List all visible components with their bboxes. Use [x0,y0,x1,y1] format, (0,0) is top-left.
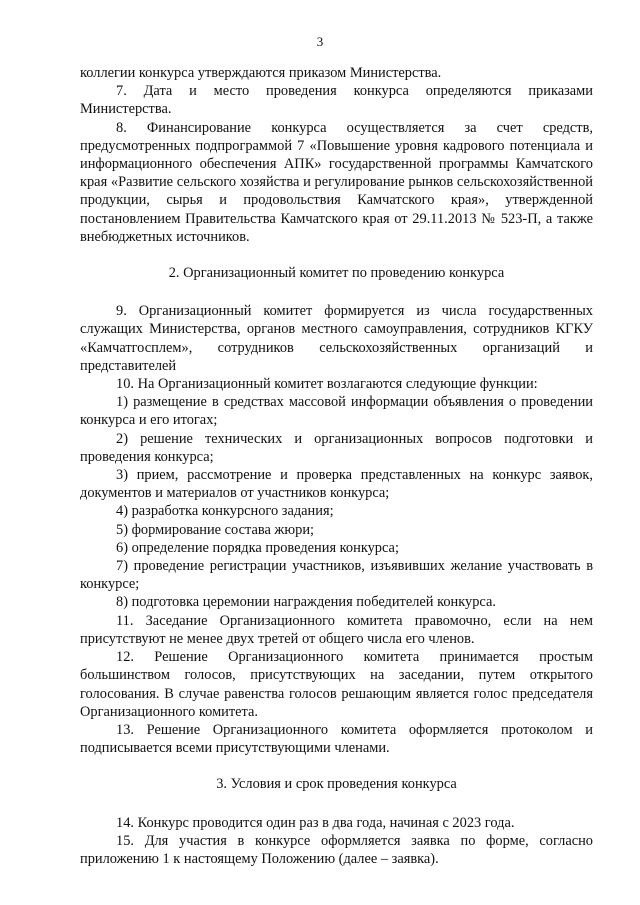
list-item-7: 7) проведение регистрации участников, изъявивших желание участвовать в конкурсе; [80,558,593,593]
paragraph-7: 7. Дата и место проведения конкурса определяются приказами Министерства. [80,83,593,118]
list-item-5: 5) формирование состава жюри; [116,521,315,538]
section-2-heading: 2. Организационный комитет по проведению конкурса [168,265,505,282]
section-3-heading: 3. Условия и срок проведения конкурса [216,776,457,793]
paragraph-15: 15. Для участия в конкурсе оформляется заявка по форме, согласно приложению 1 к настоящему Положению (далее – заявка). [80,832,593,867]
paragraph-9: 9. Организационный комитет формируется из числа государственных служащих Министерства, органов местного самоуправления, сотрудников КГКУ «Камчатгосплем», сотрудников сельскохозяйственных организаций и представителей [80,303,593,374]
paragraph-continuation: коллегии конкурса утверждаются приказом Министерства. [80,65,442,81]
paragraph-10: 10. На Организационный комитет возлагаются следующие функции: [116,376,538,393]
list-item-1: 1) размещение в средствах массовой информации объявления о проведении конкурса и его итогах; [80,394,593,429]
paragraph-12: 12. Решение Организационного комитета принимается простым большинством голосов, присутствующих на заседании, путем открытого голосования. В случае равенства голосов решающим является голос председателя Организационного комитета. [80,649,593,720]
document-body [80,64,593,868]
list-item-4: 4) разработка конкурсного задания; [116,503,334,520]
paragraph-14: 14. Конкурс проводится один раз в два года, начиная с 2023 года. [116,814,515,831]
list-item-2: 2) решение технических и организационных вопросов подготовки и проведения конкурса; [80,430,593,465]
paragraph-8: 8. Финансирование конкурса осуществляется за счет средств, предусмотренных подпрограммой 7 «Повышение уровня кадрового потенциала и информационного обеспечения АПК» государственной программы Камчатского края «Развитие сельского хозяйства и регулирование рынков сельскохозяйственной продукции, сырья и продовольствия Камчатского края», утвержденной постановлением Правительства Камчатского края от 29.11.2013 № 523-П, а также внебюджетных источников. [80,119,593,245]
paragraph-13: 13. Решение Организационного комитета оформляется протоколом и подписывается всеми присутствующими членами. [80,721,593,757]
paragraph-11: 11. Заседание Организационного комитета правомочно, если на нем присутствуют не менее двух третей от общего числа его членов. [80,612,593,647]
page-number: 3 [316,34,324,49]
list-item-6: 6) определение порядка проведения конкурса; [116,539,399,556]
list-item-8: 8) подготовка церемонии награждения победителей конкурса. [116,594,496,611]
list-item-3: 3) прием, рассмотрение и проверка представленных на конкурс заявок, документов и материалов от участников конкурса; [80,467,593,502]
